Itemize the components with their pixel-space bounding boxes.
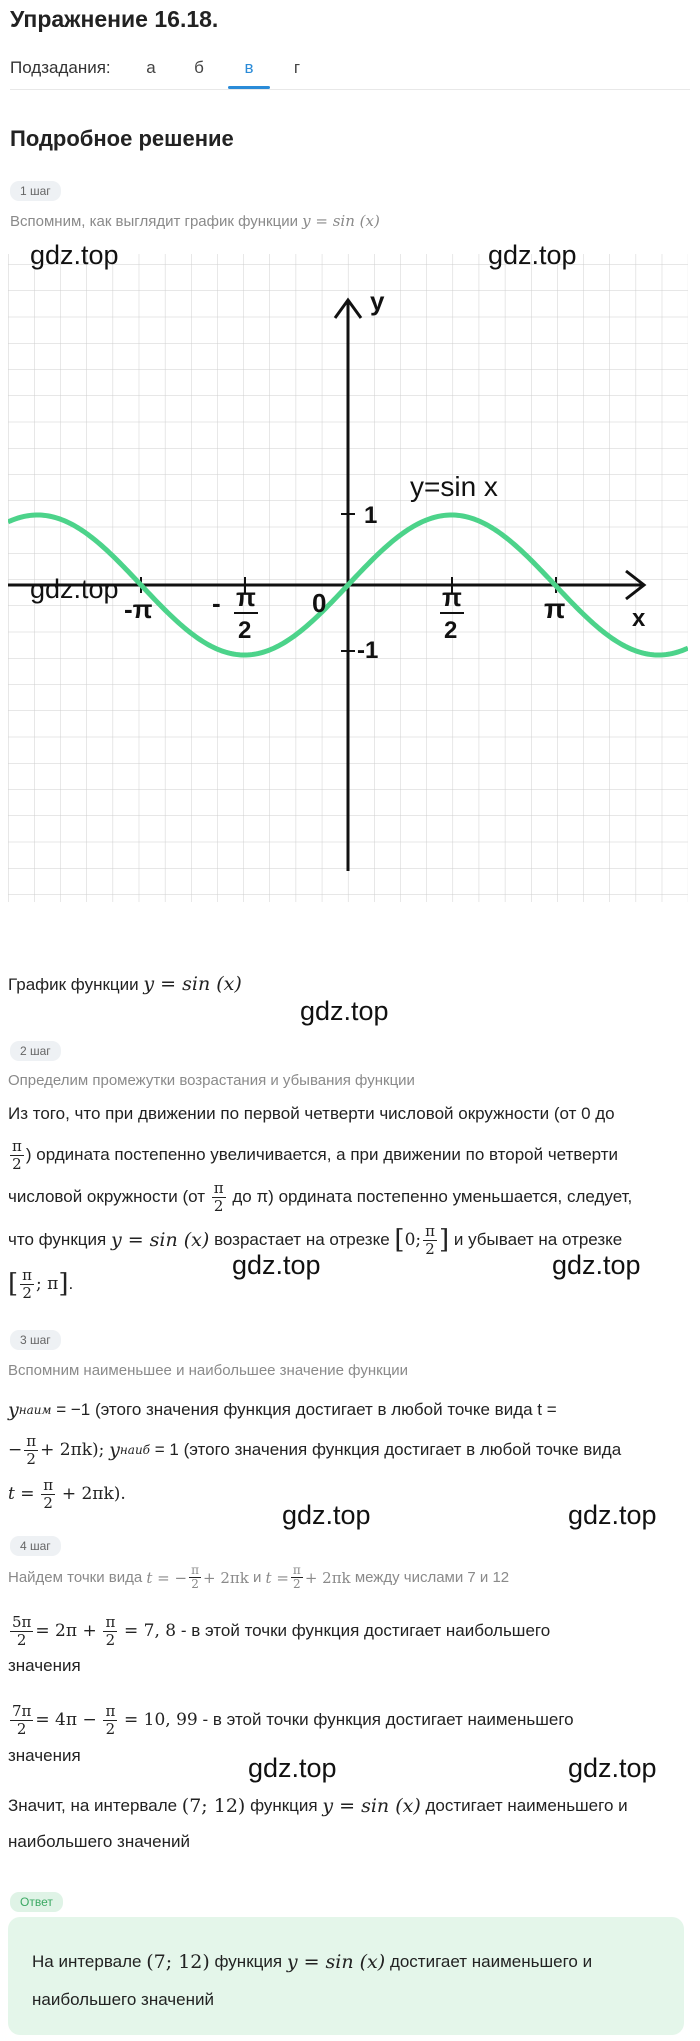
step-2-line-2: $\frac{\pi}{2}$ ) ордината постепенно увеличивается, а при движении по второй четверти: [12, 1137, 619, 1173]
fraction-pi-2: $\frac{\pi}{2}$: [425, 1222, 435, 1258]
exercise-title: Упражнение 16.18.: [10, 6, 219, 32]
step-4-line-3: $\frac{7\pi}{2}$ = 4π − $\frac{\pi}{2}$ = 10, 99 - в этой точки функция достигает наименьшего: [12, 1702, 574, 1738]
step-2-body: [8, 1104, 693, 1306]
label-minus-sign: -: [212, 588, 221, 618]
step-2-line-3: числовой окружности (от $\frac{\pi}{2}$ до π) ордината постепенно уменьшается, следует,: [8, 1179, 633, 1215]
fraction-7pi-2: $\frac{7\pi}{2}$: [12, 1702, 32, 1738]
watermark: gdz.top: [30, 240, 119, 270]
watermark: gdz.top: [568, 1500, 657, 1530]
y-axis-label: y: [370, 286, 385, 316]
subtasks-label: Подзадания:: [10, 58, 111, 77]
label-neg-half-pi-den: 2: [238, 617, 252, 644]
fraction-pi-2: $\frac{\pi}{2}$: [12, 1137, 22, 1173]
step-4-line-2: значения: [8, 1656, 81, 1675]
step-1-badge: 1 шаг: [10, 181, 61, 201]
watermark: gdz.top: [248, 1753, 337, 1783]
step-3-body: [8, 1392, 693, 1516]
step-2-line-5: [ $\frac{\pi}{2}$ ; π ] .: [8, 1266, 74, 1302]
curve-label: y=sin x: [410, 471, 498, 502]
step-2-line-4: что функция y = sin (x) возрастает на отрезке [ 0; $\frac{\pi}{2}$ ] и убывает на отрезке: [8, 1222, 623, 1258]
fraction-pi-2: $\frac{\pi}{2}$: [43, 1476, 54, 1512]
watermark: gdz.top: [30, 574, 119, 604]
watermark: gdz.top: [300, 996, 389, 1026]
step-3-line-3: t = $\frac{\pi}{2}$ + 2πk).: [8, 1476, 126, 1512]
label-zero: 0: [312, 588, 327, 618]
label-half-pi-num: π: [442, 582, 462, 612]
watermark: gdz.top: [552, 1250, 641, 1280]
tabs-divider: [10, 89, 690, 90]
step-3-badge: 3 шаг: [10, 1330, 61, 1350]
section-title: Подробное решение: [10, 126, 234, 151]
fraction-pi-2: $\frac{\pi}{2}$: [105, 1702, 116, 1738]
step-2-hint: Определим промежутки возрастания и убывания функции: [8, 1072, 415, 1089]
fraction-5pi-2: $\frac{5\pi}{2}$: [12, 1613, 32, 1649]
label-one: 1: [364, 502, 378, 529]
step-3-hint: Вспомним наименьшее и наибольшее значение функции: [8, 1362, 409, 1379]
step-4-hint: Найдем точки вида t = − $\frac{\pi}{2}$ + 2πk и t = $\frac{\pi}{2}$ + 2πk между числами 7 и 12: [8, 1563, 510, 1592]
fraction-pi-2: $\frac{\pi}{2}$: [213, 1179, 224, 1215]
step-4-line-4: значения: [8, 1746, 81, 1765]
step-3-line-2: − $\frac{\pi}{2}$ + 2πk); y наиб = 1 (этого значения функция достигает в любой точке вида: [8, 1432, 622, 1468]
watermark: gdz.top: [488, 240, 577, 270]
watermark: gdz.top: [232, 1250, 321, 1280]
step-4-body: [8, 1606, 693, 1860]
fraction-pi-2: $\frac{\pi}{2}$: [22, 1266, 33, 1302]
subtask-tab-b[interactable]: б: [194, 58, 204, 77]
watermark: gdz.top: [568, 1753, 657, 1783]
step-4-line-5: Значит, на интервале (7; 12) функция y = sin (x) достигает наименьшего и: [8, 1795, 628, 1817]
subtask-tab-g[interactable]: г: [293, 58, 301, 77]
x-axis-label: x: [632, 605, 646, 632]
step-2-badge: 2 шаг: [10, 1041, 61, 1061]
step-4-line-6: наибольшего значений: [8, 1832, 190, 1851]
watermark: gdz.top: [282, 1500, 371, 1530]
answer-box: [8, 1917, 684, 2035]
fraction-pi-2: $\frac{\pi}{2}$: [105, 1613, 116, 1649]
label-neg-pi: -π: [124, 594, 153, 624]
subtask-tab-v[interactable]: в: [244, 58, 254, 77]
label-neg-half-pi-num: π: [236, 582, 256, 612]
graph-caption: График функции y = sin (x): [8, 973, 242, 995]
step-1-hint: Вспомним, как выглядит график функции y = sin (x): [10, 212, 380, 230]
answer-line-2: наибольшего значений: [32, 1990, 214, 2009]
label-pi: π: [544, 593, 566, 624]
answer-badge: Ответ: [10, 1892, 63, 1912]
step-4-badge: 4 шаг: [10, 1536, 61, 1556]
label-minus-one: -1: [357, 637, 379, 664]
fraction-pi-2: $\frac{\pi}{2}$: [26, 1432, 37, 1468]
step-4-line-1: $\frac{5\pi}{2}$ = 2π + $\frac{\pi}{2}$ = 7, 8 - в этой точки функция достигает наибольшего: [12, 1613, 551, 1649]
label-half-pi-den: 2: [444, 617, 458, 644]
step-2-line-1: Из того, что при движении по первой четверти числовой окружности (от 0 до: [8, 1104, 615, 1123]
subtask-tab-a[interactable]: а: [146, 58, 156, 77]
answer-line-1: На интервале (7; 12) функция y = sin (x) достигает наименьшего и: [32, 1951, 593, 1973]
step-3-line-1: y наим = −1 (этого значения функция достигает в любой точке вида t =: [8, 1399, 557, 1421]
